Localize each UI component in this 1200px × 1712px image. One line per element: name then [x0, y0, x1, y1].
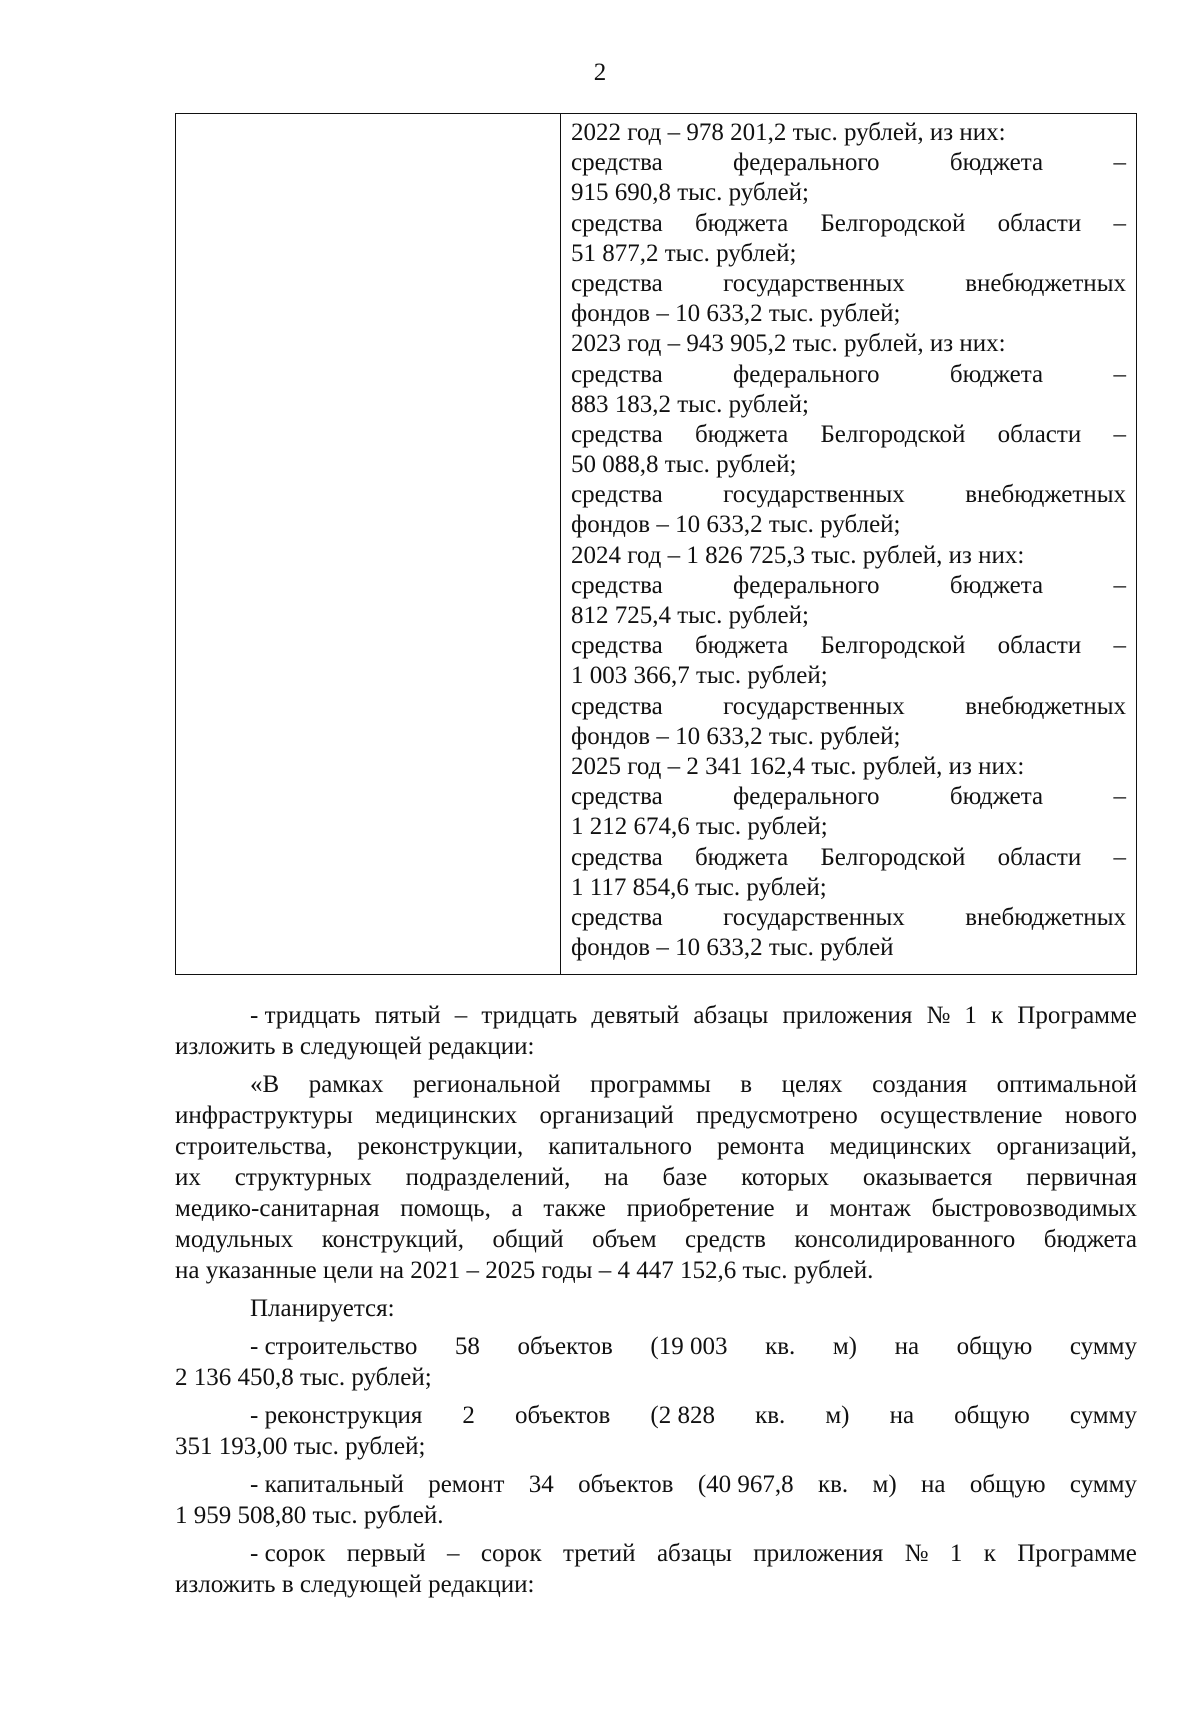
paragraph-word: создания	[872, 1071, 968, 1098]
funding-word: –	[1113, 149, 1126, 177]
funding-word: средства	[571, 692, 663, 720]
paragraph-word: капитального	[548, 1133, 693, 1160]
paragraph-word: общую	[954, 1402, 1030, 1429]
funding-line: 1 117 854,6 тыс. рублей;	[571, 873, 827, 901]
paragraph-word: на	[889, 1402, 915, 1429]
funding-line	[571, 360, 1126, 390]
paragraph-word: тридцать	[481, 1002, 578, 1029]
paragraph-word: м)	[872, 1471, 897, 1498]
paragraph-word: организаций,	[996, 1133, 1137, 1160]
paragraph-word: медицинских	[829, 1133, 972, 1160]
funding-line: 51 877,2 тыс. рублей;	[571, 239, 797, 267]
paragraph-word: базе	[662, 1164, 708, 1191]
paragraph-word: структурных	[234, 1164, 372, 1191]
funding-line	[571, 480, 1126, 510]
paragraph-word: средств	[685, 1226, 766, 1253]
funding-line	[571, 782, 1126, 812]
funding-word: средства	[571, 360, 663, 388]
paragraph-gap	[175, 1286, 1137, 1293]
funding-line	[571, 420, 1126, 450]
paragraph-gap	[175, 1531, 1137, 1538]
paragraph-word: медико-санитарная	[175, 1195, 380, 1222]
funding-word: –	[1113, 783, 1126, 811]
funding-word: средства	[571, 420, 663, 448]
funding-word: государственных	[723, 903, 905, 931]
paragraph-word: быстровозводимых	[931, 1195, 1137, 1222]
funding-word: средства	[571, 632, 663, 660]
paragraph-word: приложения	[753, 1540, 884, 1567]
paragraph-word: в	[740, 1071, 753, 1098]
paragraph	[175, 1469, 1137, 1531]
paragraph-gap	[175, 1062, 1137, 1069]
paragraph-word: 1	[949, 1540, 963, 1567]
funding-word: Белгородской	[820, 843, 966, 871]
paragraph-word: девятый	[591, 1002, 680, 1029]
funding-line	[571, 571, 1126, 601]
funding-line: 1 212 674,6 тыс. рублей;	[571, 813, 828, 841]
paragraph-word: оптимальной	[996, 1071, 1137, 1098]
paragraph-gap	[175, 1462, 1137, 1469]
paragraph-word: –	[447, 1540, 460, 1567]
paragraph-word: предусмотрено	[696, 1102, 858, 1129]
table-cell-empty	[176, 114, 561, 975]
paragraph-word: ремонта	[716, 1133, 805, 1160]
paragraph-word: модульных	[175, 1226, 294, 1253]
paragraph-word: кв.	[765, 1333, 796, 1360]
funding-word: области	[997, 420, 1082, 448]
funding-word: –	[1113, 420, 1126, 448]
funding-word: средства	[571, 149, 663, 177]
funding-line: 2023 год – 943 905,2 тыс. рублей, из них:	[571, 330, 1006, 358]
paragraph-word: к	[991, 1002, 1004, 1029]
funding-word: Белгородской	[820, 420, 966, 448]
funding-word: государственных	[723, 481, 905, 509]
paragraph-word: первый	[346, 1540, 426, 1567]
paragraph-word: м)	[832, 1333, 858, 1360]
paragraph-word: также	[543, 1195, 606, 1222]
document-body	[175, 1000, 1137, 1600]
funding-line: фондов – 10 633,2 тыс. рублей;	[571, 722, 901, 750]
funding-line: 812 725,4 тыс. рублей;	[571, 602, 809, 629]
funding-word: –	[1113, 632, 1126, 660]
paragraph-line: 2 136 450,8 тыс. рублей;	[175, 1364, 432, 1391]
funding-word: бюджета	[949, 149, 1044, 177]
funding-word: внебюджетных	[965, 903, 1126, 931]
funding-line	[571, 209, 1126, 239]
funding-word: внебюджетных	[965, 692, 1126, 720]
paragraph-word: первичная	[1026, 1164, 1137, 1191]
paragraph-word: Программе	[1017, 1002, 1137, 1029]
funding-word: бюджета	[949, 571, 1044, 599]
paragraph-word: 58	[454, 1333, 480, 1360]
paragraph-word: сумму	[1069, 1402, 1137, 1429]
funding-line: фондов – 10 633,2 тыс. рублей;	[571, 511, 901, 539]
paragraph-word: абзацы	[693, 1002, 769, 1029]
paragraph	[175, 1331, 1137, 1393]
funding-word: средства	[571, 903, 663, 931]
funding-word: государственных	[723, 269, 905, 297]
funding-word: –	[1113, 571, 1126, 599]
funding-word: области	[997, 209, 1082, 237]
paragraph-word: объектов	[514, 1402, 611, 1429]
paragraph-gap	[175, 1324, 1137, 1331]
paragraph-line	[175, 1193, 1137, 1224]
funding-word: внебюджетных	[965, 269, 1126, 297]
paragraph-line	[175, 1224, 1137, 1255]
paragraph-word: (19 003	[650, 1333, 728, 1360]
page-number: 2	[593, 59, 607, 86]
funding-line: 1 003 366,7 тыс. рублей;	[571, 662, 828, 690]
paragraph-word: общий	[492, 1226, 564, 1253]
funding-cell	[561, 114, 1137, 975]
funding-line: 2024 год – 1 826 725,3 тыс. рублей, из них:	[571, 541, 1025, 569]
funding-word: федерального	[733, 360, 880, 388]
table-row	[176, 114, 1137, 975]
paragraph-line	[175, 1331, 1137, 1362]
funding-line: 883 183,2 тыс. рублей;	[571, 390, 809, 418]
paragraph	[175, 1000, 1137, 1062]
paragraph-word: Программе	[1017, 1540, 1137, 1567]
funding-line	[571, 269, 1126, 299]
funding-table	[175, 113, 1137, 975]
paragraph-word: реконструкции,	[357, 1133, 524, 1160]
paragraph-word: медицинских	[375, 1102, 518, 1129]
paragraph-word: нового	[1064, 1102, 1137, 1129]
paragraph-word: кв.	[755, 1402, 786, 1429]
paragraph-line: 351 193,00 тыс. рублей;	[175, 1433, 426, 1460]
paragraph-word: «В	[250, 1071, 280, 1098]
funding-line: 2025 год – 2 341 162,4 тыс. рублей, из них:	[571, 752, 1025, 780]
funding-word: федерального	[733, 571, 880, 599]
paragraph-word: кв.	[817, 1471, 849, 1498]
paragraph-word: которых	[741, 1164, 830, 1191]
funding-word: бюджета	[694, 843, 789, 871]
paragraph-word: (40 967,8	[697, 1471, 794, 1498]
paragraph-word: сорок	[480, 1540, 542, 1567]
paragraph-word: на	[604, 1164, 629, 1191]
paragraph-word: консолидированного	[794, 1226, 1016, 1253]
paragraph-word: - реконструкция	[250, 1402, 423, 1429]
paragraph-word: целях	[781, 1071, 843, 1098]
paragraph-word: осуществление	[880, 1102, 1043, 1129]
funding-word: внебюджетных	[965, 481, 1126, 509]
paragraph-word: монтаж	[829, 1195, 911, 1222]
paragraph-line	[175, 1162, 1137, 1193]
paragraph-word: ремонт	[428, 1471, 505, 1498]
funding-word: средства	[571, 571, 663, 599]
paragraph-word: помощь,	[400, 1195, 491, 1222]
paragraph-word: на	[921, 1471, 946, 1498]
paragraph-word: инфраструктуры	[175, 1102, 353, 1129]
funding-word: Белгородской	[820, 632, 966, 660]
funding-word: области	[997, 632, 1082, 660]
funding-word: средства	[571, 783, 663, 811]
paragraph-word: общую	[969, 1471, 1046, 1498]
paragraph-word: пятый	[374, 1002, 441, 1029]
paragraph-word: бюджета	[1043, 1226, 1137, 1253]
paragraph-line	[175, 1469, 1137, 1500]
funding-line	[571, 692, 1126, 722]
paragraph-line	[175, 1100, 1137, 1131]
paragraph-line: на указанные цели на 2021 – 2025 годы – 4 447 152,6 тыс. рублей.	[175, 1257, 874, 1284]
paragraph-line	[175, 1538, 1137, 1569]
paragraph-word: организаций	[539, 1102, 674, 1129]
paragraph-word: их	[175, 1164, 201, 1191]
paragraph-word: 34	[528, 1471, 554, 1498]
funding-word: области	[997, 843, 1082, 871]
funding-line: 2022 год – 978 201,2 тыс. рублей, из них:	[571, 119, 1006, 146]
paragraph-word: сумму	[1069, 1471, 1137, 1498]
paragraph-gap	[175, 1393, 1137, 1400]
funding-word: средства	[571, 269, 663, 297]
paragraph-word: (2 828	[650, 1402, 715, 1429]
paragraph	[175, 1293, 1137, 1324]
funding-word: средства	[571, 481, 663, 509]
funding-word: государственных	[723, 692, 905, 720]
paragraph	[175, 1400, 1137, 1462]
paragraph-word: абзацы	[656, 1540, 732, 1567]
paragraph-word: 2	[462, 1402, 475, 1429]
paragraph-word: м)	[825, 1402, 850, 1429]
paragraph-line	[175, 1000, 1137, 1031]
funding-line: 915 690,8 тыс. рублей;	[571, 179, 809, 207]
funding-line	[571, 903, 1126, 933]
paragraph-line	[175, 1069, 1137, 1100]
funding-line	[571, 148, 1126, 178]
paragraph-word: - строительство	[250, 1333, 418, 1360]
funding-word: –	[1113, 360, 1126, 388]
paragraph-line: изложить в следующей редакции:	[175, 1033, 535, 1060]
funding-line: фондов – 10 633,2 тыс. рублей;	[571, 300, 901, 328]
funding-line	[571, 843, 1126, 873]
funding-word: федерального	[733, 783, 880, 811]
paragraph-word: программы	[590, 1071, 711, 1098]
funding-word: –	[1113, 209, 1126, 237]
funding-line: 50 088,8 тыс. рублей;	[571, 451, 797, 479]
paragraph-line: изложить в следующей редакции:	[175, 1571, 535, 1598]
paragraph-word: конструкций,	[321, 1226, 465, 1253]
paragraph-word: №	[926, 1002, 951, 1029]
paragraph-word: №	[904, 1540, 929, 1567]
paragraph-word: региональной	[413, 1071, 561, 1098]
paragraph-word: подразделений,	[405, 1164, 571, 1191]
paragraph-line: Планируется:	[250, 1295, 395, 1322]
paragraph-word: к	[983, 1540, 996, 1567]
paragraph	[175, 1538, 1137, 1600]
paragraph-word: третий	[563, 1540, 636, 1567]
funding-line: фондов – 10 633,2 тыс. рублей	[571, 934, 894, 962]
paragraph-word: - сорок	[250, 1540, 326, 1567]
funding-word: средства	[571, 209, 663, 237]
paragraph-word: на	[894, 1333, 920, 1360]
paragraph-word: приобретение	[626, 1195, 775, 1222]
paragraph-word: 1	[964, 1002, 977, 1029]
funding-word: бюджета	[949, 783, 1044, 811]
funding-word: средства	[571, 843, 663, 871]
paragraph	[175, 1069, 1137, 1286]
paragraph-word: - капитальный	[250, 1471, 404, 1498]
paragraph-word: строительства,	[175, 1133, 333, 1160]
funding-word: бюджета	[949, 360, 1044, 388]
paragraph-word: –	[454, 1002, 468, 1029]
funding-word: федерального	[733, 149, 880, 177]
paragraph-word: общую	[956, 1333, 1033, 1360]
paragraph-word: оказывается	[862, 1164, 993, 1191]
paragraph-word: и	[795, 1195, 809, 1222]
paragraph-word: - тридцать	[250, 1002, 361, 1029]
paragraph-word: объем	[592, 1226, 657, 1253]
paragraph-word: объектов	[517, 1333, 613, 1360]
paragraph-line	[175, 1131, 1137, 1162]
funding-word: Белгородской	[820, 209, 966, 237]
funding-word: бюджета	[694, 420, 789, 448]
paragraph-line: 1 959 508,80 тыс. рублей.	[175, 1502, 444, 1529]
funding-line	[571, 631, 1126, 661]
paragraph-line	[175, 1400, 1137, 1431]
funding-word: бюджета	[694, 209, 789, 237]
paragraph-word: а	[511, 1195, 523, 1222]
paragraph-word: сумму	[1069, 1333, 1137, 1360]
paragraph-word: рамках	[308, 1071, 384, 1098]
funding-word: бюджета	[694, 632, 789, 660]
paragraph-word: приложения	[782, 1002, 913, 1029]
funding-word: –	[1113, 843, 1126, 871]
paragraph-word: объектов	[578, 1471, 674, 1498]
